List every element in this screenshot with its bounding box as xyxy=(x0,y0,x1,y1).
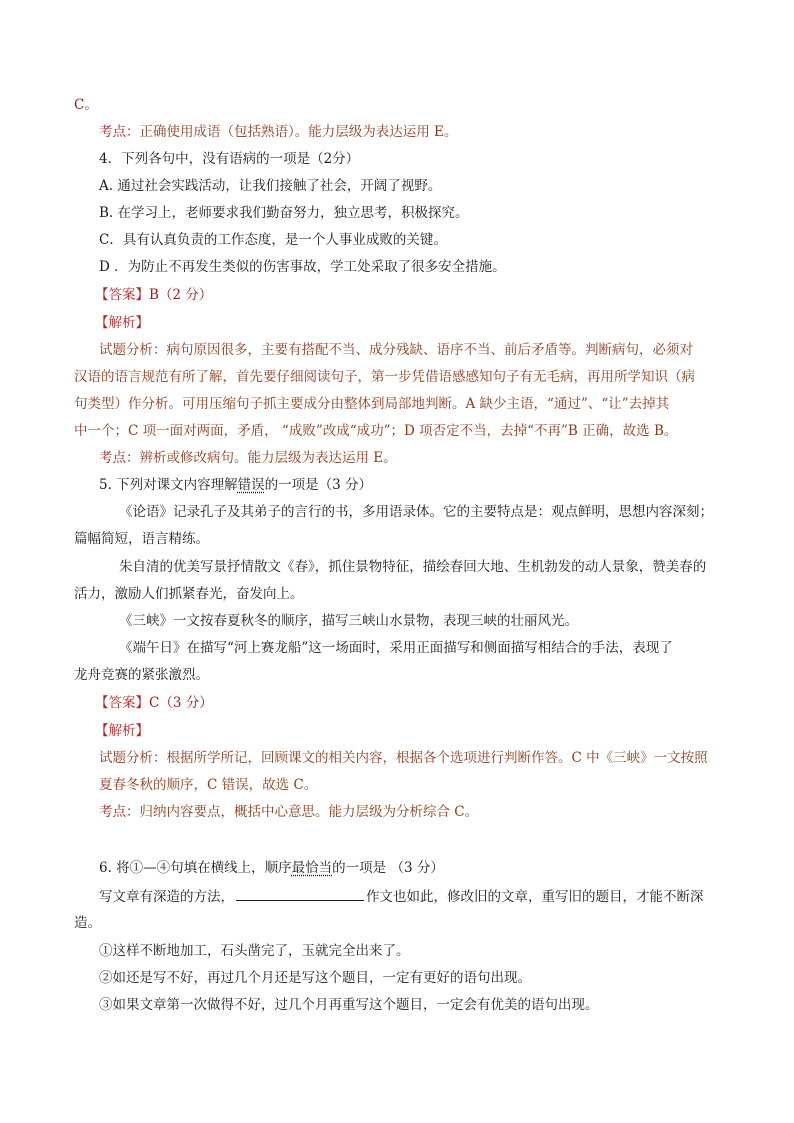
question-6-keyword: 最恰当 xyxy=(291,860,333,876)
option-b: B. 在学习上，老师要求我们勤奋努力，独立思考，积极探究。 xyxy=(99,205,469,221)
analysis-5-line-2: 夏春冬秋的顺序，C 错误，故选 C。 xyxy=(99,777,318,793)
analysis-4-line-4: 中一个；C 项一面对两面，矛盾， “成败”改成“成功”；D 项否定不当，去掉“不再”B 正确，故选 B。 xyxy=(74,423,678,439)
answer-label: 【答案】 xyxy=(95,287,149,303)
answer-4 xyxy=(95,285,212,305)
option-c: C．具有认真负责的工作态度，是一个人事业成败的关键。 xyxy=(99,232,447,248)
answer-5 xyxy=(95,693,213,713)
kaodian-text: 辨析或修改病句。能力层级为表达运用 E。 xyxy=(139,450,397,466)
question-5-keyword: 错误 xyxy=(237,477,265,493)
question-6-prefix: 6. 将①—④句填在横线上，顺序 xyxy=(99,860,292,876)
kaodian-text: 正确使用成语（包括熟语）。能力层级为表达运用 E。 xyxy=(139,124,458,140)
q5-passage-line-5: 《三峡》一文按春夏秋冬的顺序，描写三峡山水景物，表现三峡的壮丽风光。 xyxy=(119,613,578,629)
question-5-suffix: 的一项是（3 分） xyxy=(264,477,373,493)
kaodian-3 xyxy=(99,122,457,142)
q6-stem-line-2: 造。 xyxy=(74,915,101,931)
q5-passage-line-1: 《论语》记录孔子及其弟子的言行的书，多用语录体。它的主要特点是：观点鲜明，思想内容深刻； xyxy=(119,504,713,520)
q6-stem-end: 作文也如此，修改旧的文章，重写旧的题目，才能不断深 xyxy=(366,889,704,905)
answer-value: C（3 分） xyxy=(149,695,213,711)
kaodian-4 xyxy=(99,448,397,468)
analysis-label-5: 【解析】 xyxy=(95,723,149,739)
q5-passage-line-6: 《端午日》在描写“河上赛龙船”这一场面时，采用正面描写和侧面描写相结合的手法，表现了 xyxy=(119,640,673,656)
answer-label: 【答案】 xyxy=(95,695,149,711)
answer-value: B（2 分） xyxy=(149,287,213,303)
analysis-4-line-3: 句类型）作分析。可用压缩句子抓主要成分由整体到局部地判断。A 缺少主语，“通过”、“让”去掉其 xyxy=(74,396,670,412)
kaodian-5 xyxy=(99,802,478,822)
q6-sentence-2: ②如还是写不好，再过几个月还是写这个题目，一定有更好的语句出现。 xyxy=(99,970,531,986)
q6-sentence-3: ③如果文章第一次做得不好，过几个月再重写这个题目，一定会有优美的语句出现。 xyxy=(99,997,599,1013)
analysis-5-line-1: 试题分析：根据所学所记，回顾课文的相关内容，根据各个选项进行判断作答。C 中《三峡》一文按照 xyxy=(99,750,708,766)
q5-passage-line-3: 朱自清的优美写景抒情散文《春》，抓住景物特征，描绘春回大地、生机勃发的动人景象，赞美春的 xyxy=(119,559,707,575)
kaodian-label: 考点： xyxy=(99,450,140,466)
analysis-label-4: 【解析】 xyxy=(95,315,149,331)
kaodian-text: 归纳内容要点，概括中心意思。能力层级为分析综合 C。 xyxy=(139,804,479,820)
answer-fragment: C。 xyxy=(74,97,98,113)
q5-passage-line-2: 篇幅简短，语言精练。 xyxy=(74,531,209,547)
q6-sentence-1: ①这样不断地加工，石头凿完了，玉就完全出来了。 xyxy=(99,943,410,959)
question-5-prefix: 5. 下列对课文内容理解 xyxy=(99,477,238,493)
question-5-title xyxy=(99,475,372,495)
analysis-4-line-1: 试题分析：病句原因很多，主要有搭配不当、成分残缺、语序不当、前后矛盾等。判断病句，必须对 xyxy=(99,342,693,358)
question-6-suffix: 的一项是 （3 分） xyxy=(332,860,444,876)
option-d: D ．为防止不再发生类似的伤害事故，学工处采取了很多安全措施。 xyxy=(99,259,506,275)
question-6-title xyxy=(99,858,444,878)
kaodian-label: 考点： xyxy=(99,124,140,140)
q6-stem-line-1 xyxy=(99,886,704,907)
q6-stem-start: 写文章有深造的方法， xyxy=(99,889,234,905)
kaodian-label: 考点： xyxy=(99,804,140,820)
option-a: A. 通过社会实践活动，让我们接触了社会，开阔了视野。 xyxy=(99,178,442,194)
q5-passage-line-7: 龙舟竞赛的紧张激烈。 xyxy=(74,667,209,683)
q5-passage-line-4: 活力，激励人们抓紧春光，奋发向上。 xyxy=(74,586,304,602)
analysis-4-line-2: 汉语的语言规范有所了解，首先要仔细阅读句子，第一步凭借语感感知句子有无毛病，再用所学知识（病 xyxy=(74,369,695,385)
fill-in-blank xyxy=(236,886,364,901)
question-4-title: 4．下列各句中，没有语病的一项是（2分） xyxy=(99,151,360,167)
